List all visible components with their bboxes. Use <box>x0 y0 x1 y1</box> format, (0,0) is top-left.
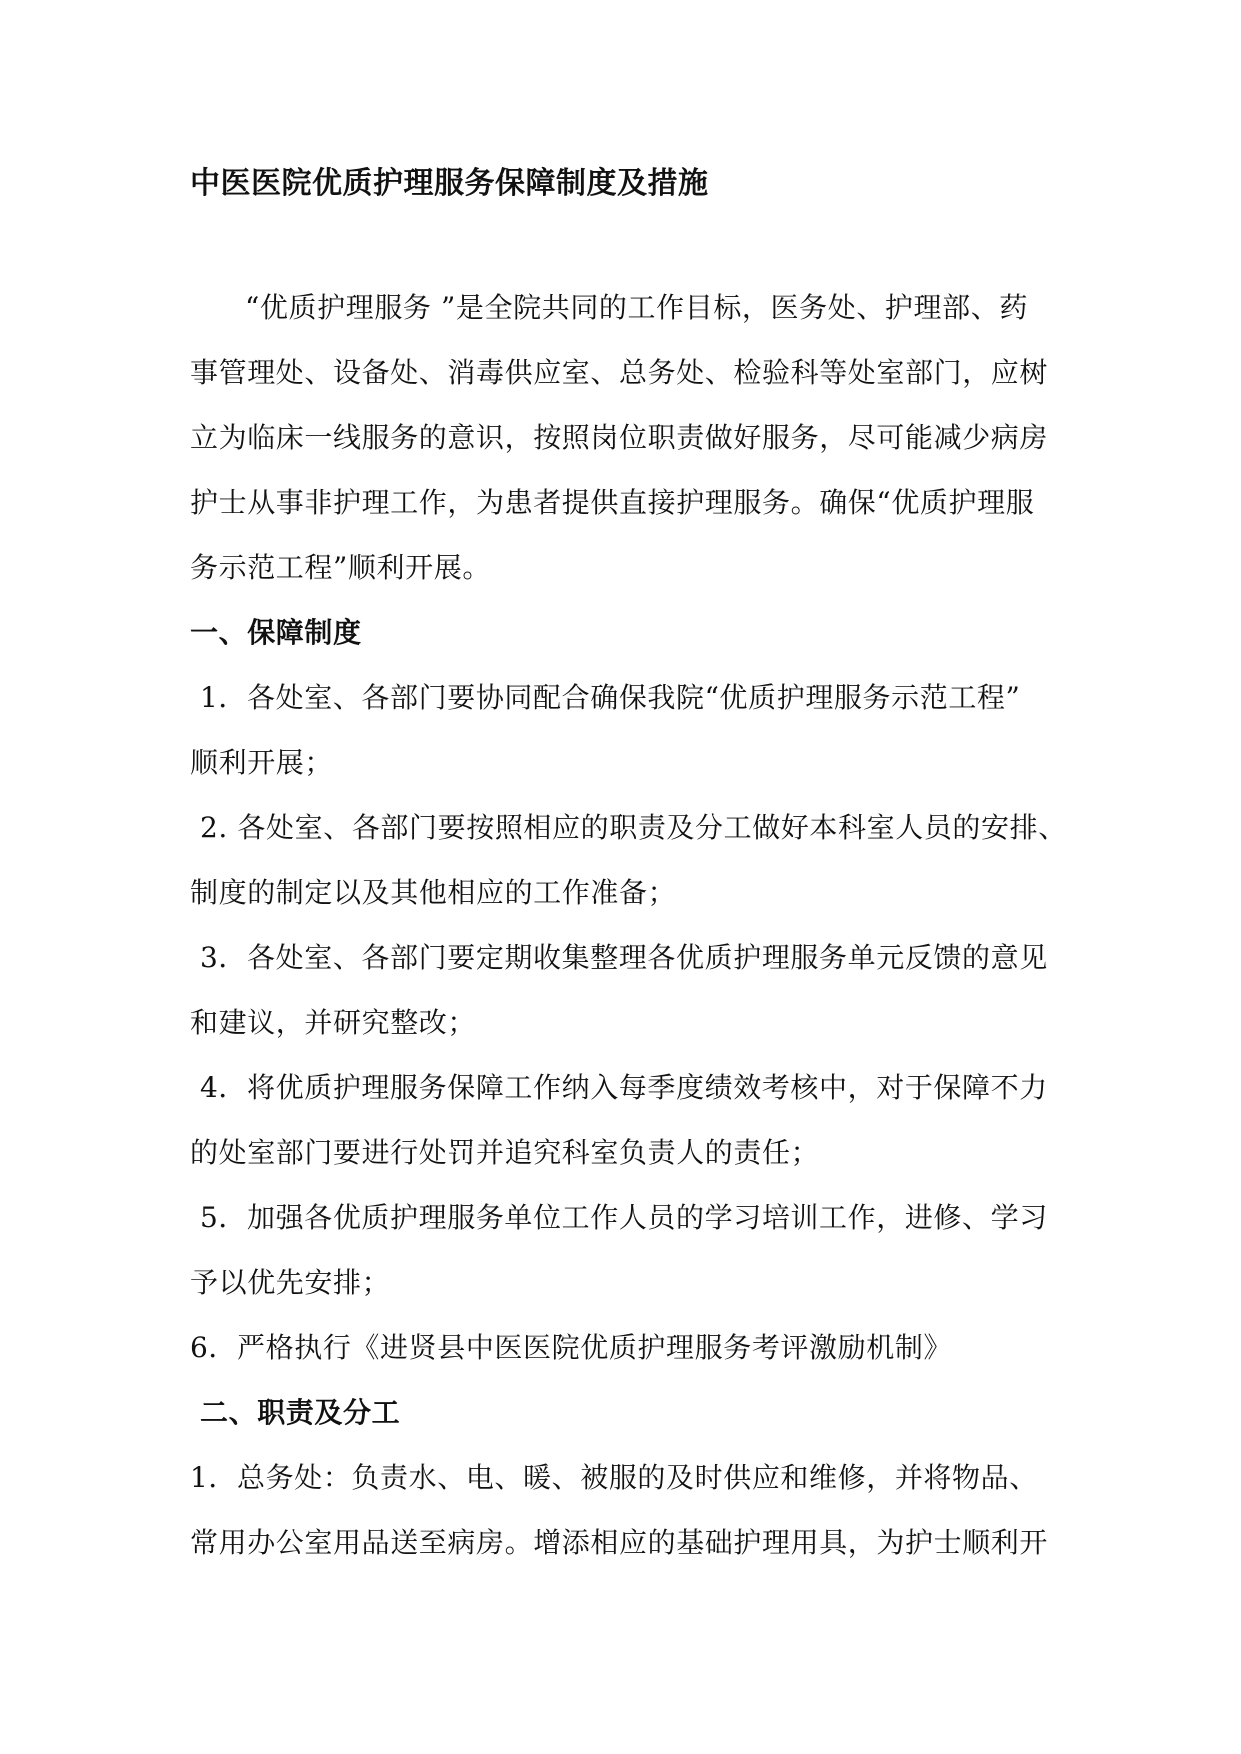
document-title: 中医医院优质护理服务保障制度及措施 <box>190 166 709 201</box>
section-1-item-5-line-1: 5．加强各优质护理服务单位工作人员的学习培训工作，进修、学习 <box>200 1201 1048 1234</box>
section-1-item-2-line-1: 2. 各处室、各部门要按照相应的职责及分工做好本科室人员的安排、 <box>200 811 1067 844</box>
section-1-item-1-line-1: 1．各处室、各部门要协同配合确保我院“优质护理服务示范工程” <box>200 681 1021 714</box>
intro-line-5: 务示范工程”顺利开展。 <box>190 551 491 584</box>
section-1-item-4-line-2: 的处室部门要进行处罚并追究科室负责人的责任； <box>190 1136 820 1169</box>
section-1-item-3-line-2: 和建议，并研究整改； <box>190 1006 477 1039</box>
section-1-item-1-line-2: 顺利开展； <box>190 746 334 779</box>
section-2-item-1-line-2: 常用办公室用品送至病房。增添相应的基础护理用具，为护士顺利开 <box>190 1526 1049 1559</box>
intro-line-4: 护士从事非护理工作，为患者提供直接护理服务。确保“优质护理服 <box>190 486 1035 519</box>
intro-line-2: 事管理处、设备处、消毒供应室、总务处、检验科等处室部门，应树 <box>190 356 1049 389</box>
section-2-heading: 二、职责及分工 <box>200 1396 401 1429</box>
intro-line-1: “优质护理服务 ”是全院共同的工作目标，医务处、护理部、药 <box>245 291 1028 324</box>
section-1-heading: 一、保障制度 <box>190 616 362 649</box>
intro-line-3: 立为临床一线服务的意识，按照岗位职责做好服务，尽可能减少病房 <box>190 421 1049 454</box>
section-2-item-1-line-1: 1．总务处：负责水、电、暖、被服的及时供应和维修，并将物品、 <box>190 1461 1038 1494</box>
section-1-item-6-line-1: 6．严格执行《进贤县中医医院优质护理服务考评激励机制》 <box>190 1331 953 1364</box>
section-1-item-5-line-2: 予以优先安排； <box>190 1266 391 1299</box>
section-1-item-3-line-1: 3．各处室、各部门要定期收集整理各优质护理服务单元反馈的意见 <box>200 941 1048 974</box>
section-1-item-2-line-2: 制度的制定以及其他相应的工作准备； <box>190 876 677 909</box>
section-1-item-4-line-1: 4．将优质护理服务保障工作纳入每季度绩效考核中，对于保障不力 <box>200 1071 1048 1104</box>
